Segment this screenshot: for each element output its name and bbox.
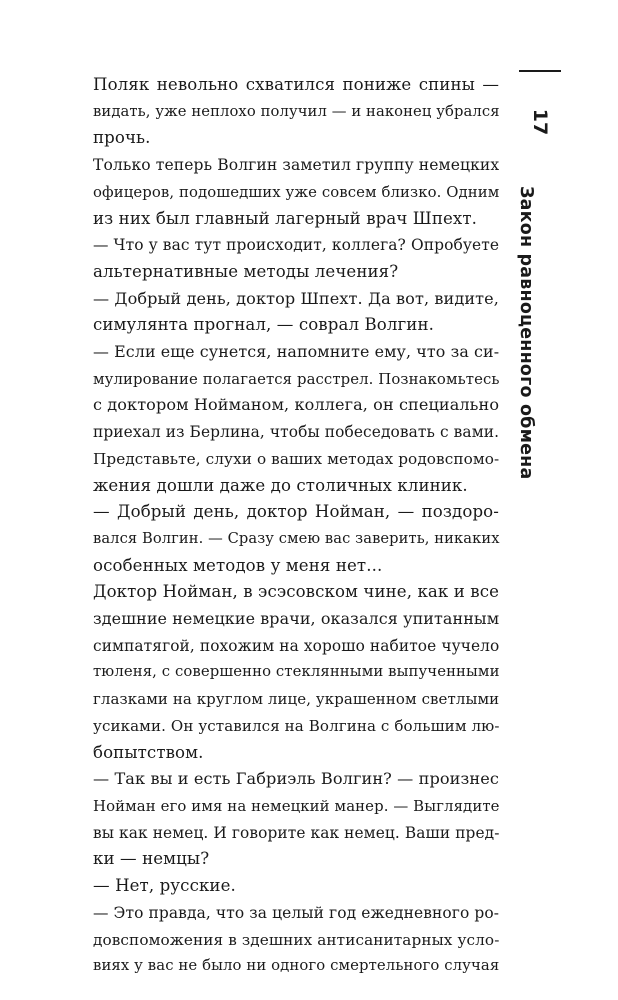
text-line: с доктором Нойманом, коллега, он специально (93, 395, 500, 415)
text-line: из них был главный лагерный врач Шпехт. (93, 208, 478, 228)
text-line: альтернативные методы лечения? (93, 261, 399, 281)
text-line: ки — немцы? (93, 849, 210, 869)
text-line: глазками на круглом лице, украшенном светлыми (93, 690, 500, 709)
text-line: — Добрый день, доктор Шпехт. Да вот, видите, (93, 288, 499, 308)
body-text (93, 72, 499, 980)
text-line: мулирование полагается расстрел. Познакомьтесь (93, 369, 500, 388)
page-number: 17 (529, 108, 551, 136)
text-line: усиками. Он уставился на Волгина с большим лю- (93, 716, 500, 735)
text-line: симулянта прогнал, — соврал Волгин. (93, 315, 434, 335)
text-block (93, 72, 499, 980)
text-line: тюленя, с совершенно стеклянными выпученными (93, 663, 500, 681)
running-head-rule (519, 70, 561, 72)
running-title: Закон равноценного обмена (516, 186, 536, 480)
text-line: вы как немец. И говорите как немец. Ваши пред- (93, 823, 500, 842)
text-line: — Так вы и есть Габриэль Волгин? — произнес (93, 769, 499, 789)
text-line: офицеров, подошедших уже совсем близко. Одним (93, 182, 500, 201)
text-line: бопытством. (93, 742, 204, 762)
text-line: Доктор Нойман, в эсэсовском чине, как и все (93, 582, 499, 602)
text-line: довспоможения в здешних антисанитарных усло- (93, 930, 500, 949)
text-line: — Добрый день, доктор Нойман, — поздоро- (93, 502, 499, 522)
text-line: — Нет, русские. (93, 876, 236, 896)
text-line: Поляк невольно схватился пониже спины — (93, 75, 500, 94)
text-line: — Что у вас тут происходит, коллега? Опробуете (93, 236, 500, 255)
text-line: симпатягой, похожим на хорошо набитое чучело (93, 636, 500, 655)
text-line: жения дошли даже до столичных клиник. (93, 475, 468, 495)
text-line: — Если еще сунется, напомните ему, что за си- (93, 342, 500, 362)
text-line: Представьте, слухи о ваших методах родовспомо- (93, 449, 500, 468)
text-line: виях у вас не было ни одного смертельного случая (93, 957, 500, 975)
text-line: прочь. (93, 128, 151, 148)
text-line: Только теперь Волгин заметил группу немецких (93, 156, 500, 175)
text-line: здешние немецкие врачи, оказался упитанным (93, 609, 500, 629)
text-line: вался Волгин. — Сразу смею вас заверить, никаких (93, 529, 500, 547)
text-line: — Это правда, что за целый год ежедневного ро- (93, 903, 500, 922)
text-line: приехал из Берлина, чтобы побеседовать с вами. (93, 423, 500, 442)
text-line: Нойман его имя на немецкий манер. — Выглядите (93, 796, 500, 815)
text-line: видать, уже неплохо получил — и наконец убрался (93, 102, 500, 120)
running-head (515, 66, 565, 706)
text-line: особенных методов у меня нет... (93, 555, 383, 575)
